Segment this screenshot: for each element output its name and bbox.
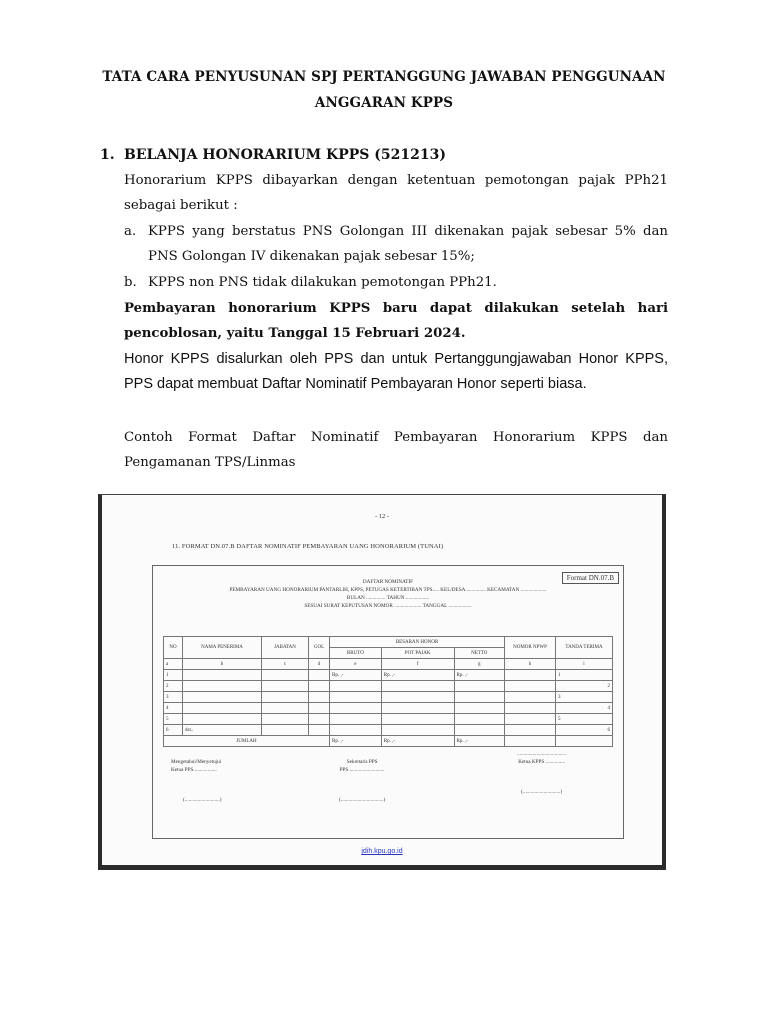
signature-caption: ...................................... — [517, 751, 567, 757]
signature-role: Ketua PPS.................. — [171, 767, 217, 773]
table-cell: Rp. ,- — [330, 736, 382, 747]
title-line-1: TATA CARA PENYUSUNAN SPJ PERTANGGUNG JAWABAN PENGGUNAAN — [102, 69, 666, 85]
example-caption: Contoh Format Daftar Nominatif Pembayaran Honorarium KPPS dan Pengamanan TPS/Linmas — [124, 430, 668, 470]
scan-form-heading: 11. FORMAT DN.07.B DAFTAR NOMINATIF PEMBAYARAN UANG HONORARIUM (TUNAI) — [172, 543, 444, 550]
list-text: KPPS yang berstatus PNS Golongan III dikenakan pajak sebesar 5% dan PNS Golongan IV dikenakan pajak sebesar 15%; — [148, 224, 668, 264]
signature-block-sekretaris — [339, 758, 385, 804]
table-row — [164, 681, 613, 692]
table-letter-row — [164, 659, 613, 670]
honor-note: Honor KPPS disalurkan oleh PPS dan untuk Pertanggungjawaban Honor KPPS, PPS dapat membuat Daftar Nominatif Pembayaran Honor seperti biasa. — [124, 351, 668, 392]
table-cell: 6 — [164, 725, 183, 736]
table-row — [164, 714, 613, 725]
source-link[interactable]: jdih.kpu.go.id — [361, 848, 403, 855]
table-cell: 3 — [164, 692, 183, 703]
table-total-row — [164, 736, 613, 747]
table-cell: 5 — [556, 714, 613, 725]
form-scan-image — [98, 494, 666, 870]
table-cell: a — [164, 659, 183, 670]
table-cell: 2 — [556, 681, 613, 692]
table-cell: Rp. ,- — [454, 736, 504, 747]
scan-page-number: - 12 - — [374, 513, 390, 520]
col-jabatan: JABATAN — [262, 637, 309, 659]
col-gol: GOL — [309, 637, 330, 659]
section-heading — [100, 144, 446, 166]
dn-line-3: SESUAI SURAT KEPUTUSAN NOMOR ..................... TANGGAL .................. — [304, 603, 472, 609]
list-marker: b. — [124, 275, 137, 290]
col-pot-pajak: POT PAJAK — [381, 648, 454, 659]
signature-line: (.................................) — [339, 797, 386, 803]
table-cell: b — [183, 659, 262, 670]
signature-line: (...........................) — [183, 797, 222, 803]
table-row — [164, 725, 613, 736]
table-header-row — [164, 637, 613, 648]
table-cell: i — [556, 659, 613, 670]
section-title: BELANJA HONORARIUM KPPS (521213) — [124, 147, 446, 163]
list-text: KPPS non PNS tidak dilakukan pemotongan PPh21. — [148, 275, 497, 290]
signature-block-ketua-pps — [171, 758, 221, 804]
table-row — [164, 670, 613, 681]
intro-paragraph: Honorarium KPPS dibayarkan dengan ketentuan pemotongan pajak PPh21 sebagai berikut : — [124, 173, 668, 213]
col-nama: NAMA PENERIMA — [183, 637, 262, 659]
table-cell: Rp. ,- — [330, 670, 382, 681]
col-tanda: TANDA TERIMA — [556, 637, 613, 659]
col-netto: NETTO — [454, 648, 504, 659]
table-row — [164, 692, 613, 703]
table-cell: 4 — [556, 703, 613, 714]
col-bruto: BRUTO — [330, 648, 382, 659]
title-line-2: ANGGARAN KPPS — [314, 95, 454, 111]
table-cell: Rp. ,- — [381, 736, 454, 747]
table-cell: 1 — [164, 670, 183, 681]
nominatif-table — [163, 636, 613, 747]
table-cell: h — [505, 659, 556, 670]
table-row — [164, 703, 613, 714]
signature-caption: Mengetahui/Menyetujui — [171, 759, 222, 765]
list-marker: a. — [124, 224, 137, 239]
list-item — [124, 219, 668, 269]
scan-form-frame — [152, 565, 624, 839]
dn-line-1: PEMBAYARAN UANG HONORARIUM PANTARLIH, KPPS, PETUGAS KETERTIBAN TPS..... KEL/DESA ............... KECAMATAN .................... — [229, 587, 547, 593]
table-cell: 2 — [164, 681, 183, 692]
table-cell: f — [381, 659, 454, 670]
table-cell: 4 — [164, 703, 183, 714]
table-cell: Rp. ,- — [454, 670, 504, 681]
signature-role: Ketua KPPS ............... — [518, 759, 566, 765]
table-cell: c — [262, 659, 309, 670]
table-cell: 5 — [164, 714, 183, 725]
col-no: NO — [164, 637, 183, 659]
signature-block-ketua-kpps — [517, 750, 566, 796]
signature-line: (.............................) — [521, 789, 563, 795]
total-label: JUMLAH — [164, 736, 330, 747]
table-cell: 1 — [556, 670, 613, 681]
col-npwp: NOMOR NPWP — [505, 637, 556, 659]
section-number: 1. — [100, 147, 115, 163]
table-cell: Rp. ,- — [381, 670, 454, 681]
col-besaran: BESARAN HONOR — [330, 637, 505, 648]
signature-role: PPS ........................... — [339, 767, 385, 773]
table-cell: 3 — [556, 692, 613, 703]
format-box: Format DN.07.B — [562, 572, 619, 584]
dn-title: DAFTAR NOMINATIF — [362, 579, 414, 585]
table-cell: 6 — [556, 725, 613, 736]
list-item — [124, 270, 668, 295]
signature-caption: Sekretaris PPS — [346, 759, 378, 765]
table-cell: g — [454, 659, 504, 670]
dn-line-2: BULAN ............... TAHUN .................. — [346, 595, 430, 601]
page-title — [100, 64, 668, 116]
table-cell: d — [309, 659, 330, 670]
table-cell: dst.. — [183, 725, 262, 736]
payment-note: Pembayaran honorarium KPPS baru dapat dilakukan setelah hari pencoblosan, yaitu Tanggal 15 Februari 2024. — [124, 301, 668, 341]
table-cell: e — [330, 659, 382, 670]
